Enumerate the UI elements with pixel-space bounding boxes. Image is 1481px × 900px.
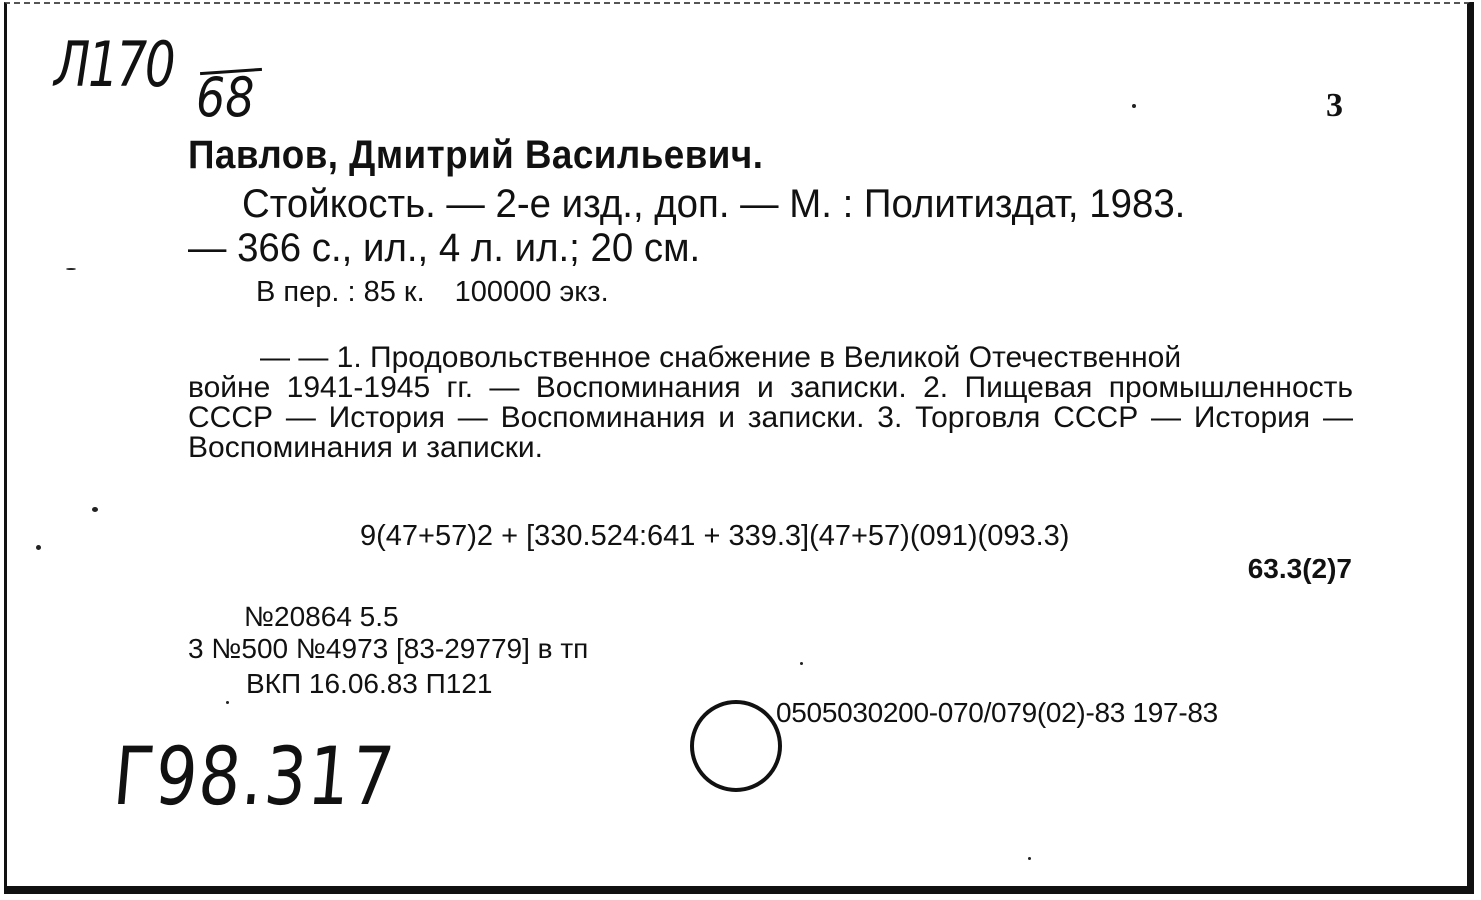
handwritten-shelf-mark-sub: 68 — [196, 66, 255, 129]
speck-3 — [92, 507, 98, 512]
bbk-classification: 63.3(2)7 — [1247, 553, 1352, 584]
registry-line-1: №20864 5.5 — [244, 601, 399, 632]
subject-headings-first-line: — — 1. Продовольственное снабжение в Великой Отечественной — [260, 341, 1182, 374]
card-border-right — [1470, 2, 1474, 890]
price-value: В пер. : 85 к. — [256, 276, 425, 308]
speck-6 — [800, 662, 803, 665]
print-run: 100000 экз. — [454, 276, 609, 308]
circle-stamp-icon — [690, 700, 782, 792]
speck-2 — [66, 268, 76, 270]
speck-5 — [226, 701, 229, 704]
title-statement: Стойкость. — 2-е изд., доп. — М. : Политиздат, 1983. — [242, 182, 1186, 226]
udc-classification: 9(47+57)2 + [330.524:641 + 339.3](47+57)(091)(093.3) — [360, 520, 1070, 552]
speck-1 — [1132, 104, 1136, 108]
price-line — [256, 276, 609, 309]
handwritten-shelf-mark: Л170 — [54, 28, 174, 101]
speck-4 — [36, 545, 41, 550]
speck-7 — [1028, 857, 1031, 860]
publisher-code: 0505030200-070/079(02)-83 197-83 — [776, 697, 1218, 728]
author-heading: Павлов, Дмитрий Васильевич. — [188, 133, 764, 177]
registry-line-2: 3 №500 №4973 [83-29779] в тп — [188, 633, 589, 664]
card-border-bottom — [4, 886, 1474, 894]
card-page-number: 3 — [1326, 87, 1343, 124]
subject-headings — [188, 343, 1353, 463]
physical-description: — 366 с., ил., 4 л. ил.; 20 см. — [188, 226, 701, 270]
registry-line-3: ВКП 16.06.83 П121 — [246, 668, 493, 699]
handwritten-call-number: Г98.317 — [109, 730, 400, 823]
subject-headings-rest: войне 1941-1945 гг. — Воспоминания и записки. 2. Пищевая промышленность СССР — История — Воспоминания и записки. 3. Торговля СССР — История — Воспоминания и записки. — [188, 371, 1353, 464]
